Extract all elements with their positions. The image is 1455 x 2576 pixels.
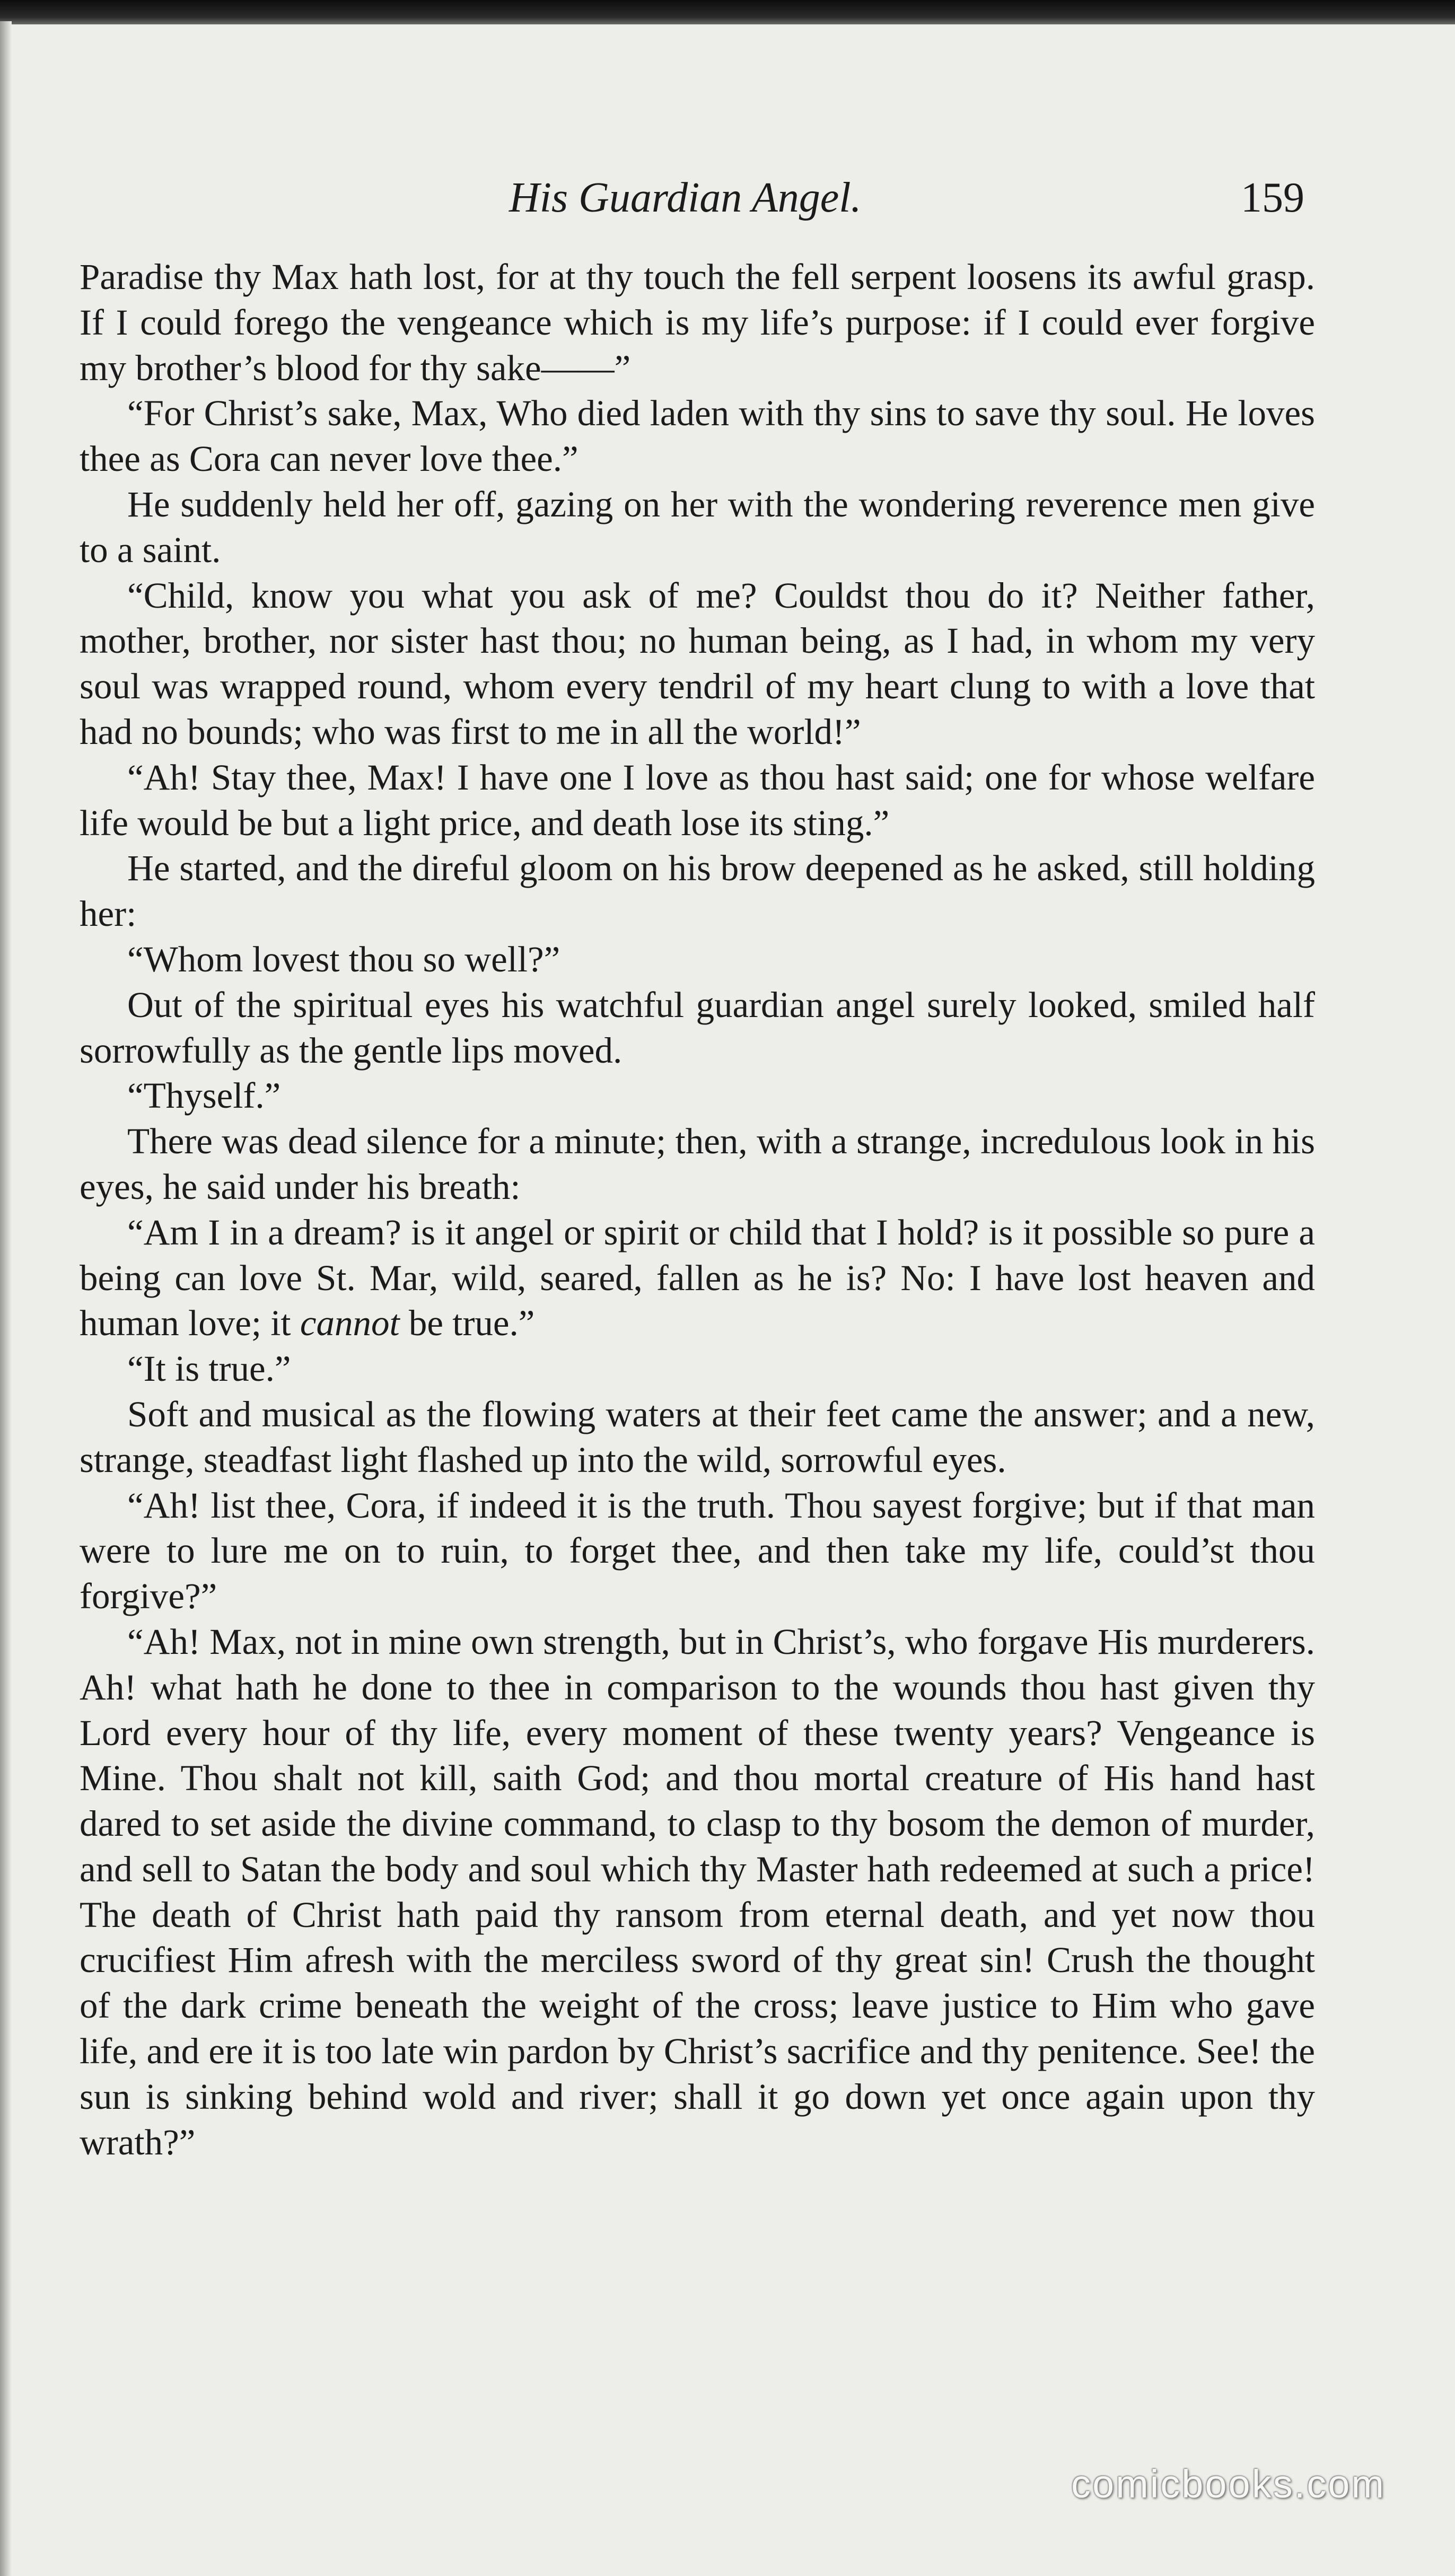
- page-number: 159: [1241, 174, 1304, 221]
- emphasized-word: cannot: [300, 1303, 400, 1344]
- paragraph: “For Christ’s sake, Max, Who died laden with thy sins to save thy soul. He loves thee as Cora can never love thee.”: [80, 393, 1315, 479]
- paragraph-text: “Am I in a dream? is it angel or spirit or child that I hold? is it possible so pure a being can love St. Mar, wild, seared, fallen as he is? No: I have lost heaven and human love; it: [80, 1212, 1315, 1344]
- paragraph-text: be true.”: [399, 1303, 535, 1344]
- paragraph: [80, 1210, 1315, 1346]
- paragraph: “Thyself.”: [127, 1075, 281, 1116]
- paragraph: “Whom lovest thou so well?”: [127, 939, 560, 979]
- paragraph: “Ah! Max, not in mine own strength, but in Christ’s, who forgave His murderers. Ah! what hath he done to thee in comparison to the wounds thou hast given thy Lord every hour of thy life, every moment of these twenty years? Vengeance is Mine. Thou shalt not kill, saith God; and thou mortal creature of His hand hast dared to set aside the divine command, to clasp to thy bosom the demon of murder, and sell to Satan the body and soul which thy Master hath redeemed at such a price! The death of Christ hath paid thy ransom from eternal death, and yet now thou crucifiest Him afresh with the merciless sword of thy great sin! Crush the thought of the dark crime beneath the weight of the cross; leave justice to Him who gave life, and ere it is too late win pardon by Christ’s sacrifice and thy penitence. See! the sun is sinking behind wold and river; shall it go down yet once again upon thy wrath?”: [80, 1621, 1315, 2162]
- running-head: [0, 169, 1455, 227]
- paragraph: Soft and musical as the flowing waters at their feet came the answer; and a new, strange, steadfast light flashed up into the wild, sorrowful eyes.: [80, 1394, 1315, 1480]
- body-text: [80, 255, 1315, 2165]
- paragraph: Paradise thy Max hath lost, for at thy touch the fell serpent loosens its awful grasp. If I could forego the vengeance which is my life’s purpose: if I could ever forgive my brother’s blood for thy sake——”: [80, 257, 1315, 388]
- running-title: His Guardian Angel.: [509, 174, 862, 221]
- site-watermark: comicbooks.com: [1071, 2462, 1386, 2506]
- paragraph: He started, and the direful gloom on his brow deepened as he asked, still holding her:: [80, 848, 1315, 934]
- paragraph: He suddenly held her off, gazing on her with the wondering reverence men give to a saint.: [80, 484, 1315, 570]
- paragraph: There was dead silence for a minute; then, with a strange, incredulous look in his eyes, he said under his breath:: [80, 1121, 1315, 1207]
- paragraph: “Child, know you what you ask of me? Couldst thou do it? Neither father, mother, brother, nor sister hast thou; no human being, as I had, in whom my very soul was wrapped round, whom every tendril of my heart clung to with a love that had no bounds; who was first to me in all the world!”: [80, 575, 1315, 752]
- paragraph: “Ah! Stay thee, Max! I have one I love as thou hast said; one for whose welfare life would be but a light price, and death lose its sting.”: [80, 757, 1315, 843]
- paragraph: Out of the spiritual eyes his watchful guardian angel surely looked, smiled half sorrowfully as the gentle lips moved.: [80, 984, 1315, 1071]
- paragraph: “Ah! list thee, Cora, if indeed it is the truth. Thou sayest forgive; but if that man were to lure me on to ruin, to forget thee, and then take my life, could’st thou forgive?”: [80, 1485, 1315, 1617]
- paragraph: “It is true.”: [127, 1348, 291, 1389]
